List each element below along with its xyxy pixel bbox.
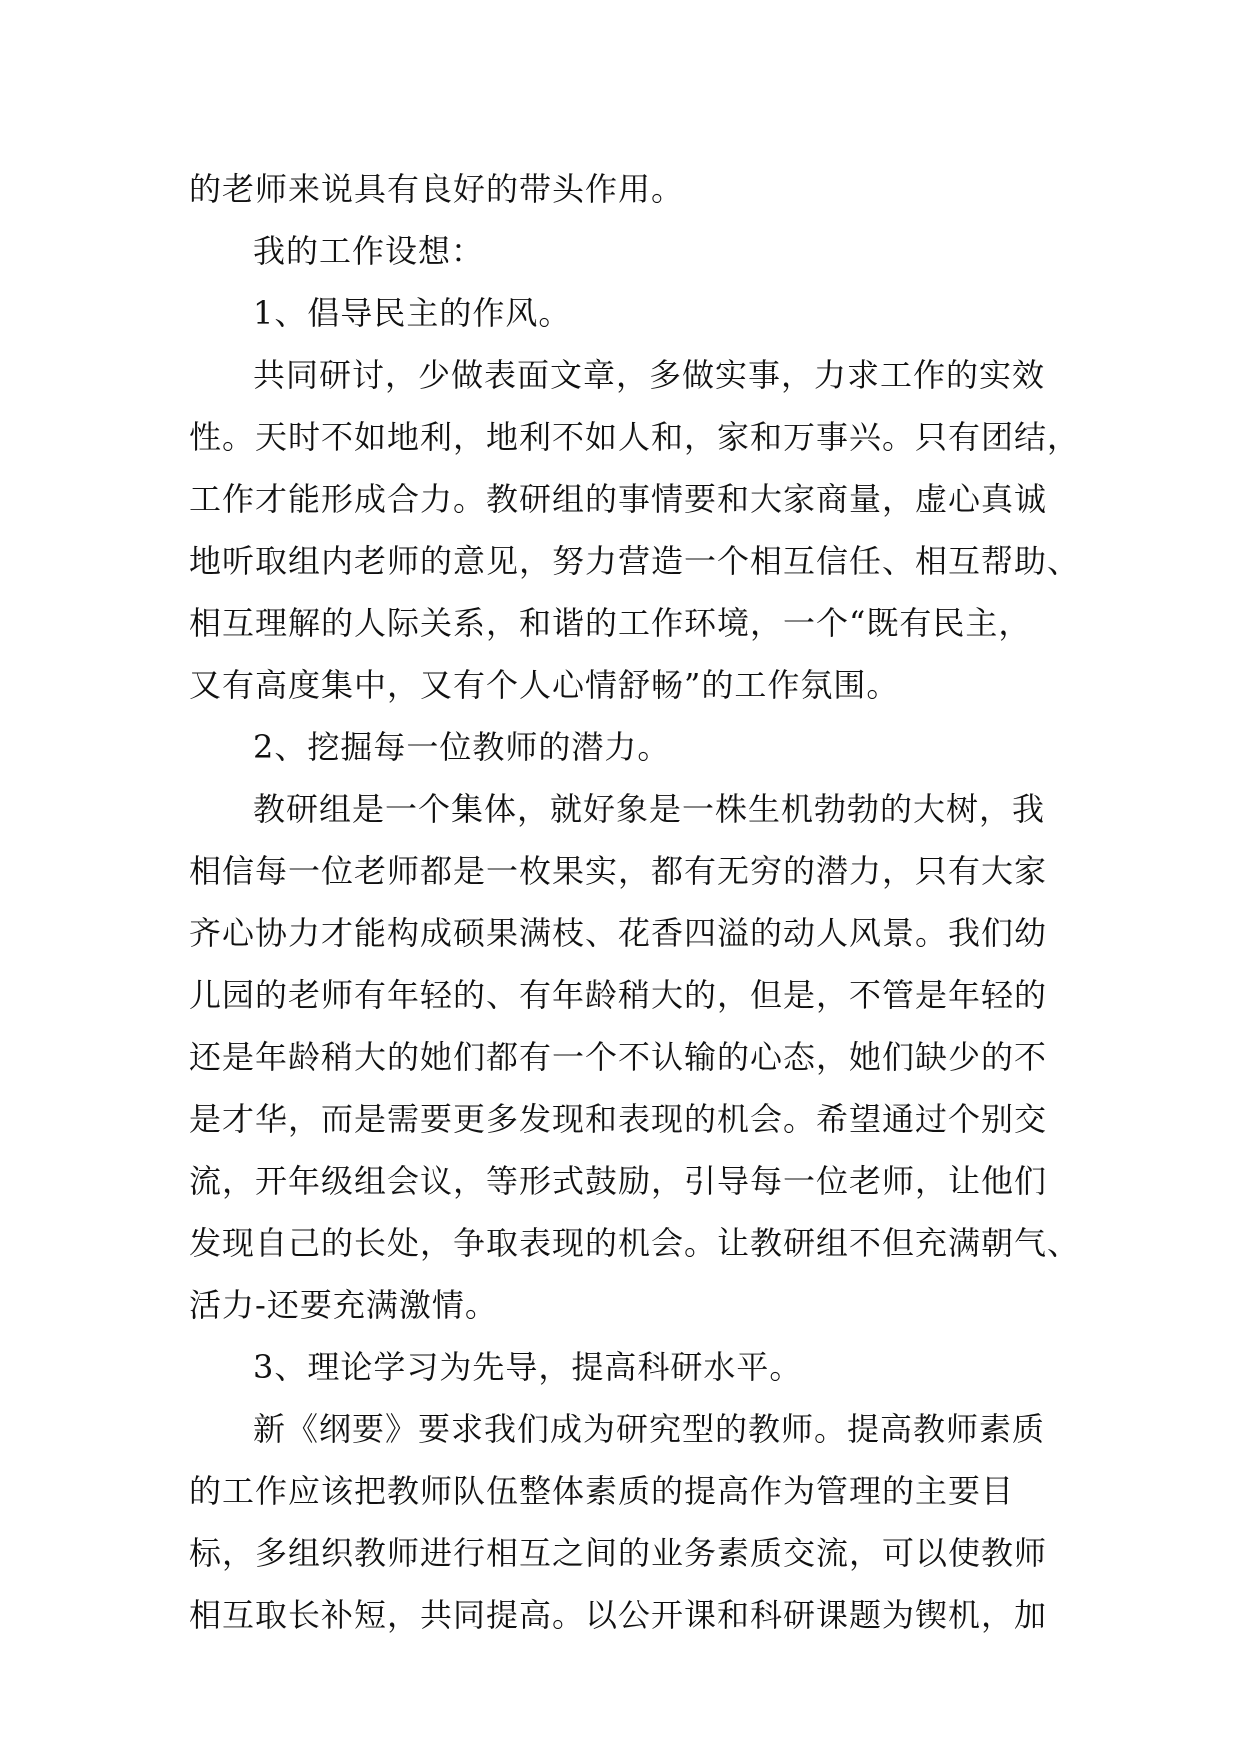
text-line: 标，多组织教师进行相互之间的业务素质交流，可以使教师 xyxy=(189,1534,1048,1572)
text-line: 相互理解的人际关系，和谐的工作环境，一个“既有民主， xyxy=(189,604,1032,642)
section-heading-intro: 我的工作设想： xyxy=(253,232,485,270)
text-line: 相信每一位老师都是一枚果实，都有无穷的潜力，只有大家 xyxy=(189,852,1048,890)
text-line: 工作才能形成合力。教研组的事情要和大家商量，虚心真诚 xyxy=(189,480,1048,518)
text-line: 新《纲要》要求我们成为研究型的教师。提高教师素质 xyxy=(253,1410,1046,1448)
document-page xyxy=(189,158,1081,1646)
text-line: 教研组是一个集体，就好象是一株生机勃勃的大树，我 xyxy=(253,790,1046,828)
text-line: 相互取长补短，共同提高。以公开课和科研课题为锲机，加 xyxy=(189,1596,1048,1634)
text-line: 性。天时不如地利，地利不如人和，家和万事兴。只有团结， xyxy=(189,418,1081,456)
text-line: 地听取组内老师的意见，努力营造一个相互信任、相互帮助、 xyxy=(189,542,1081,580)
text-line: 发现自己的长处，争取表现的机会。让教研组不但充满朝气、 xyxy=(189,1224,1081,1262)
text-line: 的老师来说具有良好的带头作用。 xyxy=(189,170,685,208)
text-line: 齐心协力才能构成硕果满枝、花香四溢的动人风景。我们幼 xyxy=(189,914,1048,952)
text-line: 共同研讨，少做表面文章，多做实事，力求工作的实效 xyxy=(253,356,1046,394)
text-line: 活力-还要充满激情。 xyxy=(189,1286,498,1324)
text-line: 儿园的老师有年轻的、有年龄稍大的，但是，不管是年轻的 xyxy=(189,976,1048,1014)
text-line: 的工作应该把教师队伍整体素质的提高作为管理的主要目 xyxy=(189,1472,1015,1510)
text-line: 是才华，而是需要更多发现和表现的机会。希望通过个别交 xyxy=(189,1100,1048,1138)
text-line: 又有高度集中，又有个人心情舒畅”的工作氛围。 xyxy=(189,666,900,704)
section-heading-1: 1、倡导民主的作风。 xyxy=(253,294,572,332)
text-line: 流，开年级组会议，等形式鼓励，引导每一位老师，让他们 xyxy=(189,1162,1048,1200)
section-heading-3: 3、理论学习为先导，提高科研水平。 xyxy=(253,1348,803,1386)
section-heading-2: 2、挖掘每一位教师的潜力。 xyxy=(253,728,671,766)
text-line: 还是年龄稍大的她们都有一个不认输的心态，她们缺少的不 xyxy=(189,1038,1048,1076)
